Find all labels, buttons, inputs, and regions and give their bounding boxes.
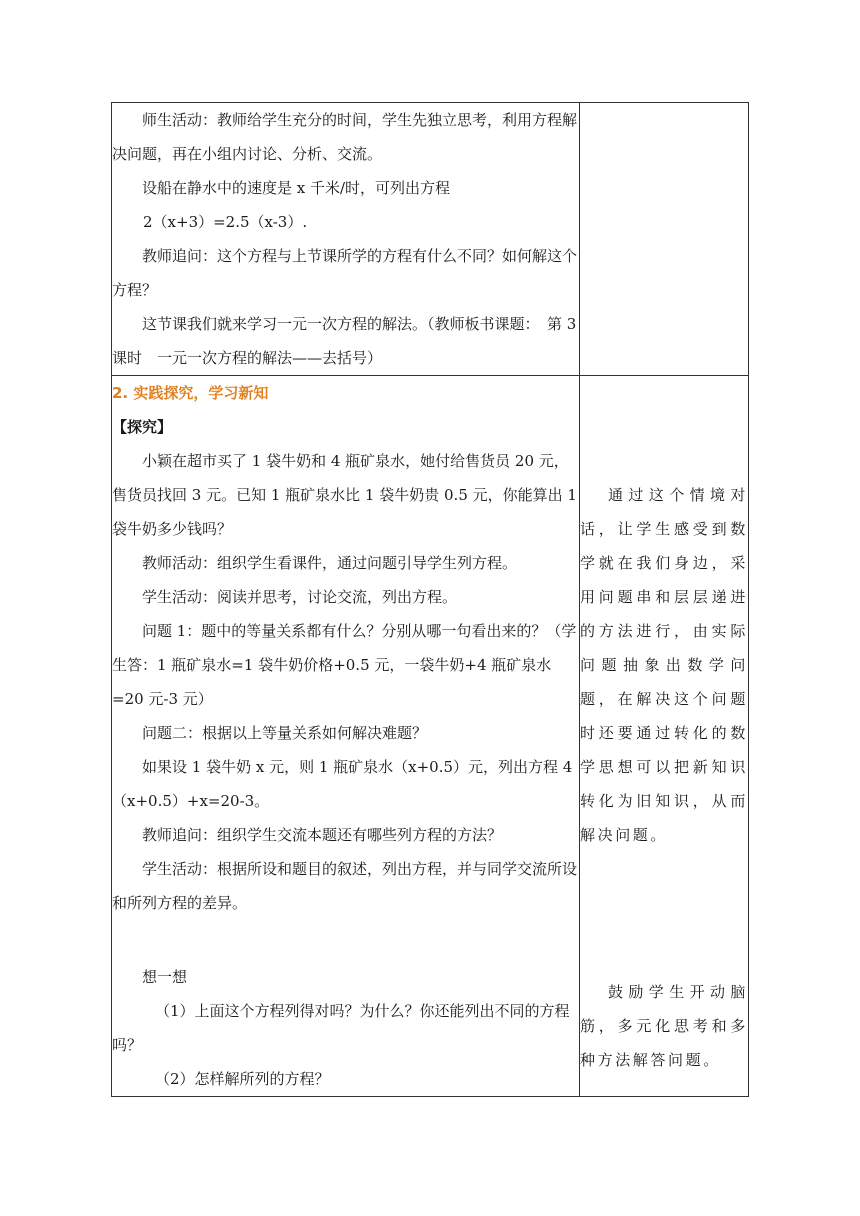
student-activity-paragraph: 学生活动：阅读并思考，讨论交流，列出方程。	[142, 588, 458, 606]
explore-subtitle: 【探究】	[112, 418, 173, 436]
lesson-plan-table	[111, 102, 749, 1097]
table-row-explore	[112, 376, 749, 1097]
teacher-followup-paragraph: 教师追问：这个方程与上节课所学的方程有什么不同？如何解这个方程？	[112, 247, 578, 299]
explore-note-cell	[580, 376, 749, 1097]
spacer	[112, 920, 579, 960]
explore-content-cell	[112, 376, 580, 1097]
intro-note-cell	[580, 103, 749, 376]
setup-equation-paragraph: 如果设 1 袋牛奶 x 元，则 1 瓶矿泉水（x+0.5）元，列出方程 4（x+0.5）+x=20-3。	[112, 758, 573, 810]
problem-paragraph: 小颖在超市买了 1 袋牛奶和 4 瓶矿泉水，她付给售货员 20 元，售货员找回 3 元。已知 1 瓶矿泉水比 1 袋牛奶贵 0.5 元，你能算出 1 袋牛奶多少钱吗？	[112, 452, 577, 538]
question-2-paragraph: 问题二：根据以上等量关系如何解决难题？	[142, 724, 428, 742]
section-title: 2. 实践探究，学习新知	[112, 384, 269, 402]
think-item-2: （2）怎样解所列的方程？	[155, 1070, 330, 1088]
teacher-followup-2-paragraph: 教师追问：组织学生交流本题还有哪些列方程的方法？	[142, 826, 503, 844]
lesson-topic-paragraph: 这节课我们就来学习一元一次方程的解法。（教师板书课题： 第 3 课时 一元一次方程的解法——去括号）	[112, 315, 577, 367]
think-item-1: （1）上面这个方程列得对吗？为什么？你还能列出不同的方程吗？	[112, 1002, 570, 1054]
question-1-paragraph: 问题 1：题中的等量关系都有什么？分别从哪一句看出来的？（学生答：1 瓶矿泉水=1 袋牛奶价格+0.5 元，一袋牛奶+4 瓶矿泉水=20 元-3 元）	[112, 622, 577, 708]
think-title: 想一想	[142, 968, 188, 986]
equation-setup-paragraph: 设船在静水中的速度是 x 千米/时，可列出方程	[142, 179, 451, 197]
equation-line: 2（x+3）=2.5（x-3）.	[143, 213, 308, 231]
student-activity-2-paragraph: 学生活动：根据所设和题目的叙述，列出方程，并与同学交流所设和所列方程的差异。	[112, 860, 578, 912]
intro-content-cell	[112, 103, 580, 376]
teacher-activity-paragraph: 教师活动：组织学生看课件，通过问题引导学生列方程。	[142, 554, 518, 572]
design-note-2-text: 鼓励学生开动脑筋，多元化思考和多种方法解答问题。	[580, 983, 748, 1069]
design-note-1	[580, 478, 748, 852]
design-note-1-text: 通过这个情境对话，让学生感受到数学就在我们身边，采用问题串和层层递进的方法进行，由实际问题抽象出数学问题，在解决这个问题时还要通过转化的数学思想可以把新知识转化为旧知识，从而解决问题。	[580, 486, 748, 844]
table-row-intro	[112, 103, 749, 376]
teacher-student-activity-paragraph: 师生活动：教师给学生充分的时间，学生先独立思考，利用方程解决问题，再在小组内讨论、分析、交流。	[112, 111, 578, 163]
design-note-2	[580, 975, 748, 1077]
